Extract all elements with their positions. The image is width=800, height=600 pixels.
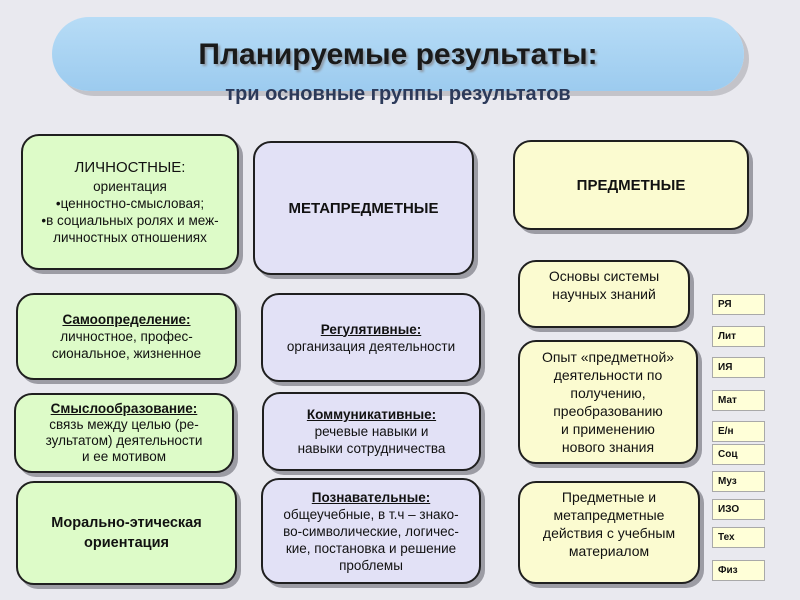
communicative-line: речевые навыки и [314, 424, 429, 439]
experience-line: нового знания [561, 439, 655, 455]
metasubject-heading: МЕТАПРЕДМЕТНЫЕ [288, 199, 439, 217]
cognitive-line: во-символические, логичес- [283, 523, 459, 539]
experience-box [518, 340, 698, 464]
moral-line: Морально-этическая [51, 515, 202, 531]
subject-label: Мат [712, 390, 765, 411]
subject-label: Е/н [712, 421, 765, 442]
cognitive-line: кие, постановка и решение [285, 540, 457, 556]
meaning-formation-box [14, 393, 234, 473]
meaning-formation-heading: Смыслообразование: [50, 401, 198, 416]
meaning-formation-line: связь между целью (ре- [49, 417, 199, 432]
title-banner [52, 17, 744, 105]
experience-line: получению, [570, 385, 646, 401]
cognitive-box [261, 478, 481, 584]
metasubject-results-box [253, 141, 474, 275]
regulatory-box [261, 293, 481, 382]
knowledge-line: научных знаний [552, 286, 656, 302]
page-subtitle: три основные группы результатов [225, 83, 571, 105]
personal-line: личностных отношениях [53, 230, 207, 245]
knowledge-box [518, 260, 690, 328]
moral-line: ориентация [84, 535, 169, 551]
subject-label: Муз [712, 471, 765, 492]
self-determination-heading: Самоопределение: [62, 312, 191, 327]
cognitive-line: общеучебные, в т.ч – знако- [283, 506, 459, 522]
subject-label: Физ [712, 560, 765, 581]
subject-label: ИЗО [712, 499, 765, 520]
regulatory-heading: Регулятивные: [320, 321, 422, 337]
subject-results-box [513, 140, 749, 230]
regulatory-line: организация деятельности [286, 338, 456, 354]
subject-heading: ПРЕДМЕТНЫЕ [576, 176, 686, 194]
actions-line: Предметные и [561, 489, 657, 505]
moral-orientation-box [16, 481, 237, 585]
subject-label: РЯ [712, 294, 765, 315]
meaning-formation-line: зультатом) деятельности [45, 433, 203, 448]
subject-label: Соц [712, 444, 765, 465]
subject-label: Тех [712, 527, 765, 548]
personal-line: •в социальных ролях и меж- [41, 213, 219, 228]
self-determination-line: личностное, профес- [60, 329, 193, 344]
actions-box [518, 481, 700, 584]
personal-line: •ценностно-смысловая; [55, 196, 205, 211]
experience-line: и применению [561, 421, 655, 437]
self-determination-box [16, 293, 237, 380]
subject-label: ИЯ [712, 357, 765, 378]
experience-line: деятельности по [553, 367, 663, 383]
page-title: Планируемые результаты: [198, 38, 598, 71]
communicative-heading: Коммуникативные: [306, 407, 437, 422]
actions-line: материалом [568, 543, 650, 559]
experience-line: Опыт «предметной» [541, 349, 675, 365]
actions-line: действия с учебным [542, 525, 676, 541]
personal-heading: ЛИЧНОСТНЫЕ: [74, 159, 186, 176]
cognitive-line: проблемы [339, 557, 403, 573]
personal-results-box [21, 134, 239, 270]
personal-line: ориентация [93, 179, 167, 194]
knowledge-line: Основы системы [548, 268, 660, 284]
cognitive-heading: Познавательные: [311, 489, 431, 505]
communicative-line: навыки сотрудничества [297, 441, 446, 456]
experience-line: преобразованию [553, 403, 663, 419]
subject-label: Лит [712, 326, 765, 347]
meaning-formation-line: и ее мотивом [81, 449, 167, 464]
actions-line: метапредметные [553, 507, 665, 523]
communicative-box [262, 392, 481, 471]
self-determination-line: сиональное, жизненное [51, 346, 202, 361]
